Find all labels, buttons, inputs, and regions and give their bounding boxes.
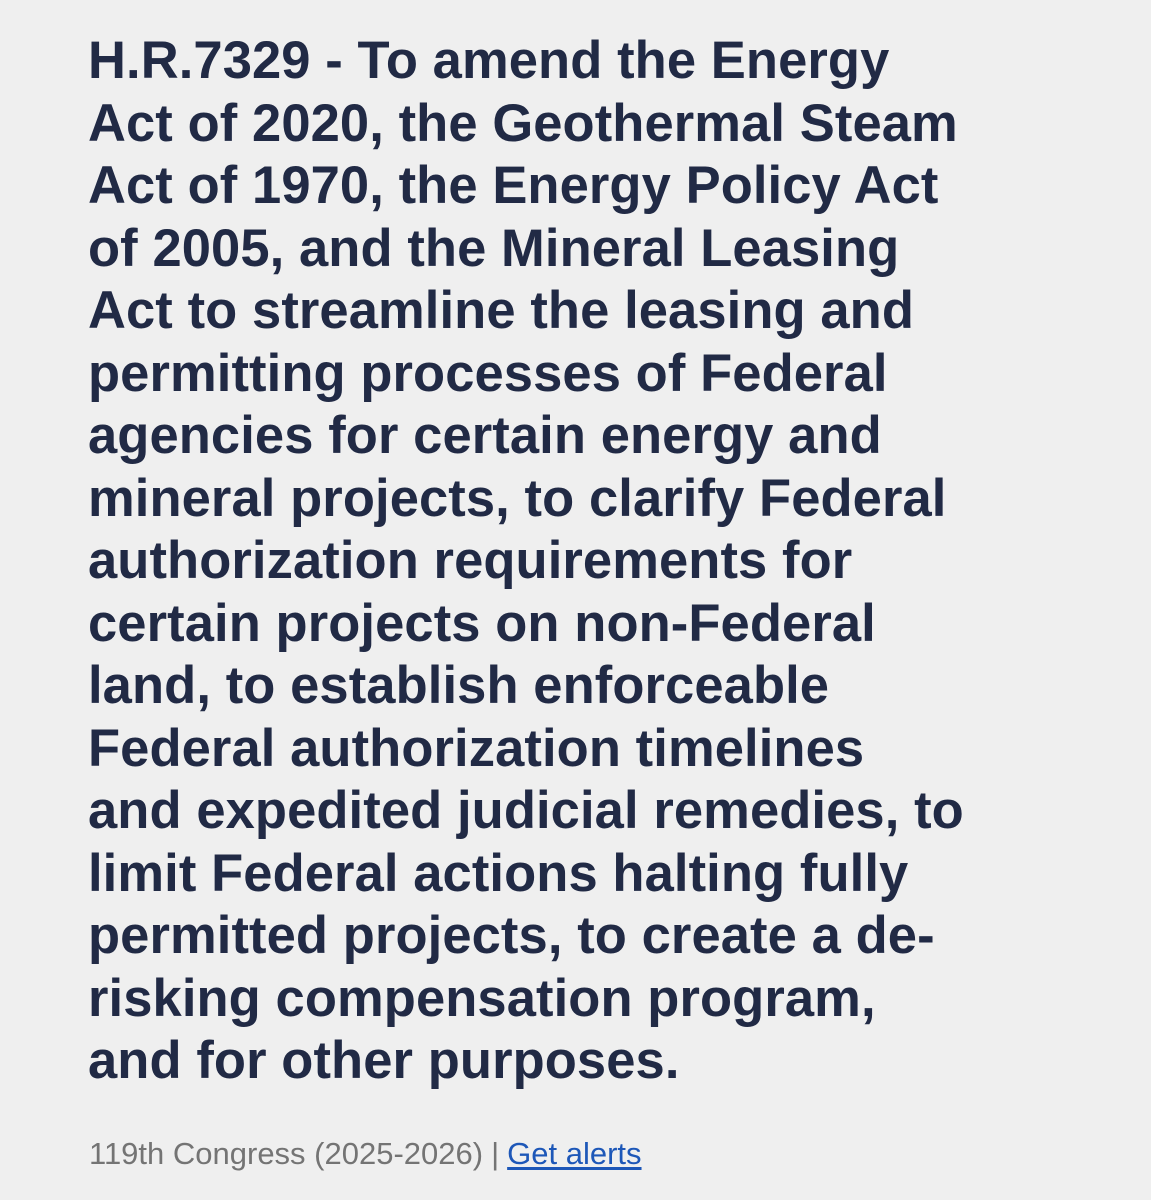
bill-title-line: Act of 2020, the Geothermal Steam [88,93,958,153]
bill-title-line: agencies for certain energy and [88,406,882,465]
bill-title-line: certain projects on non-Federal [88,593,876,653]
bill-title-line: permitted projects, to create a de- [88,906,935,965]
bill-title-line: and for other purposes. [88,1031,680,1090]
bill-title-line: of 2005, and the Mineral Leasing [88,218,900,278]
bill-title-line: authorization requirements for [88,531,853,590]
congress-session-label: 119th Congress (2025-2026) [89,1136,484,1171]
bill-title [88,30,1088,1093]
bill-title-line: H.R.7329 - To amend the Energy [88,31,890,90]
bill-title-line: mineral projects, to clarify Federal [88,468,947,528]
get-alerts-link[interactable]: Get alerts [507,1136,642,1171]
bill-title-line: land, to establish enforceable [88,656,830,715]
bill-title-line: Act to streamline the leasing and [88,281,914,340]
bill-title-line: and expedited judicial remedies, to [88,781,964,840]
bill-title-line: limit Federal actions halting fully [88,843,909,903]
bill-title-line: Federal authorization timelines [88,718,865,778]
bill-meta [89,1136,642,1172]
bill-title-line: risking compensation program, [88,968,876,1028]
meta-separator: | [491,1136,500,1171]
bill-title-line: permitting processes of Federal [88,343,888,403]
bill-title-line: Act of 1970, the Energy Policy Act [88,156,939,215]
